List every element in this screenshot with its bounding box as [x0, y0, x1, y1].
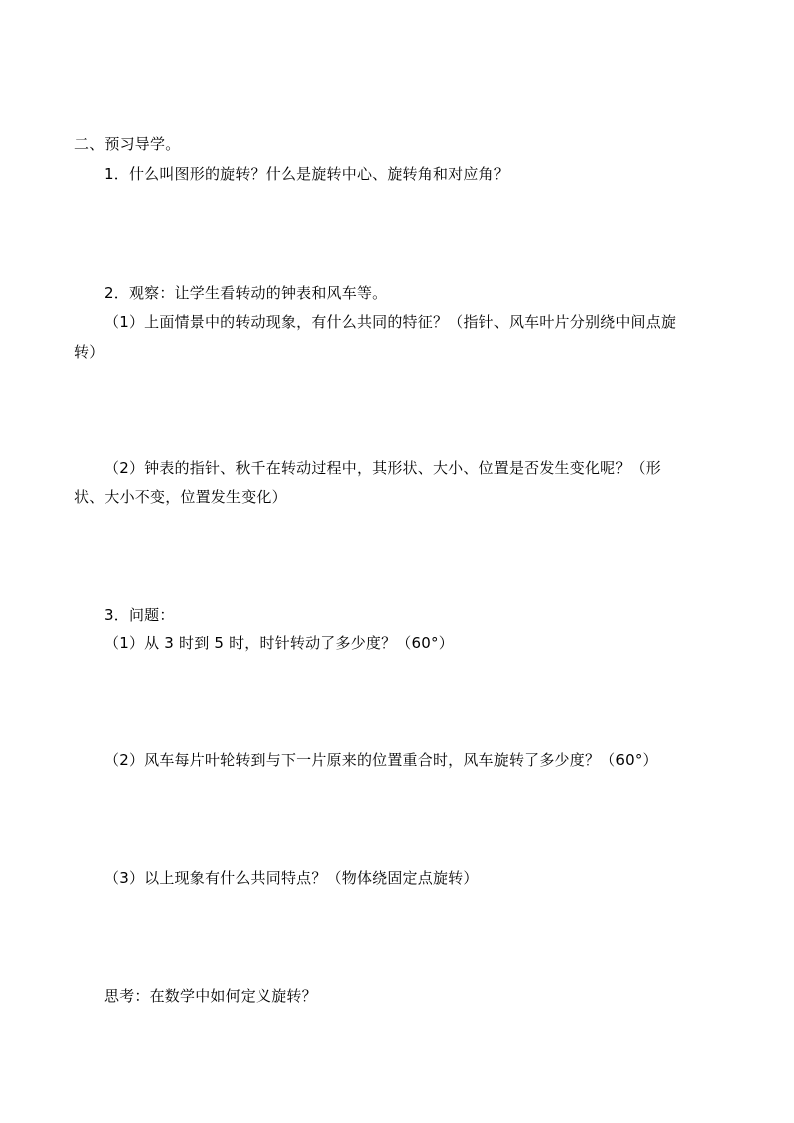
question-3-part-1: （1）从 3 时到 5 时，时针转动了多少度？（60°）	[104, 634, 454, 652]
question-3-part-2: （2）风车每片叶轮转到与下一片原来的位置重合时，风车旋转了多少度？（60°）	[104, 751, 658, 769]
section-heading: 二、预习导学。	[74, 135, 181, 153]
question-3-intro: 3．问题：	[104, 606, 175, 624]
question-2-part-2-line-2: 状、大小不变，位置发生变化）	[74, 488, 287, 506]
think-prompt: 思考：在数学中如何定义旋转？	[104, 987, 317, 1005]
question-3-part-3: （3）以上现象有什么共同特点？（物体绕固定点旋转）	[104, 869, 479, 887]
question-1: 1．什么叫图形的旋转？什么是旋转中心、旋转角和对应角？	[104, 165, 509, 183]
question-2-part-2-line-1: （2）钟表的指针、秋千在转动过程中，其形状、大小、位置是否发生变化呢？（形	[104, 459, 661, 477]
question-2-part-1-line-2: 转）	[74, 343, 105, 361]
question-2-intro: 2．观察：让学生看转动的钟表和风车等。	[104, 284, 388, 302]
question-2-part-1-line-1: （1）上面情景中的转动现象，有什么共同的特征？（指针、风车叶片分别绕中间点旋	[104, 313, 677, 331]
